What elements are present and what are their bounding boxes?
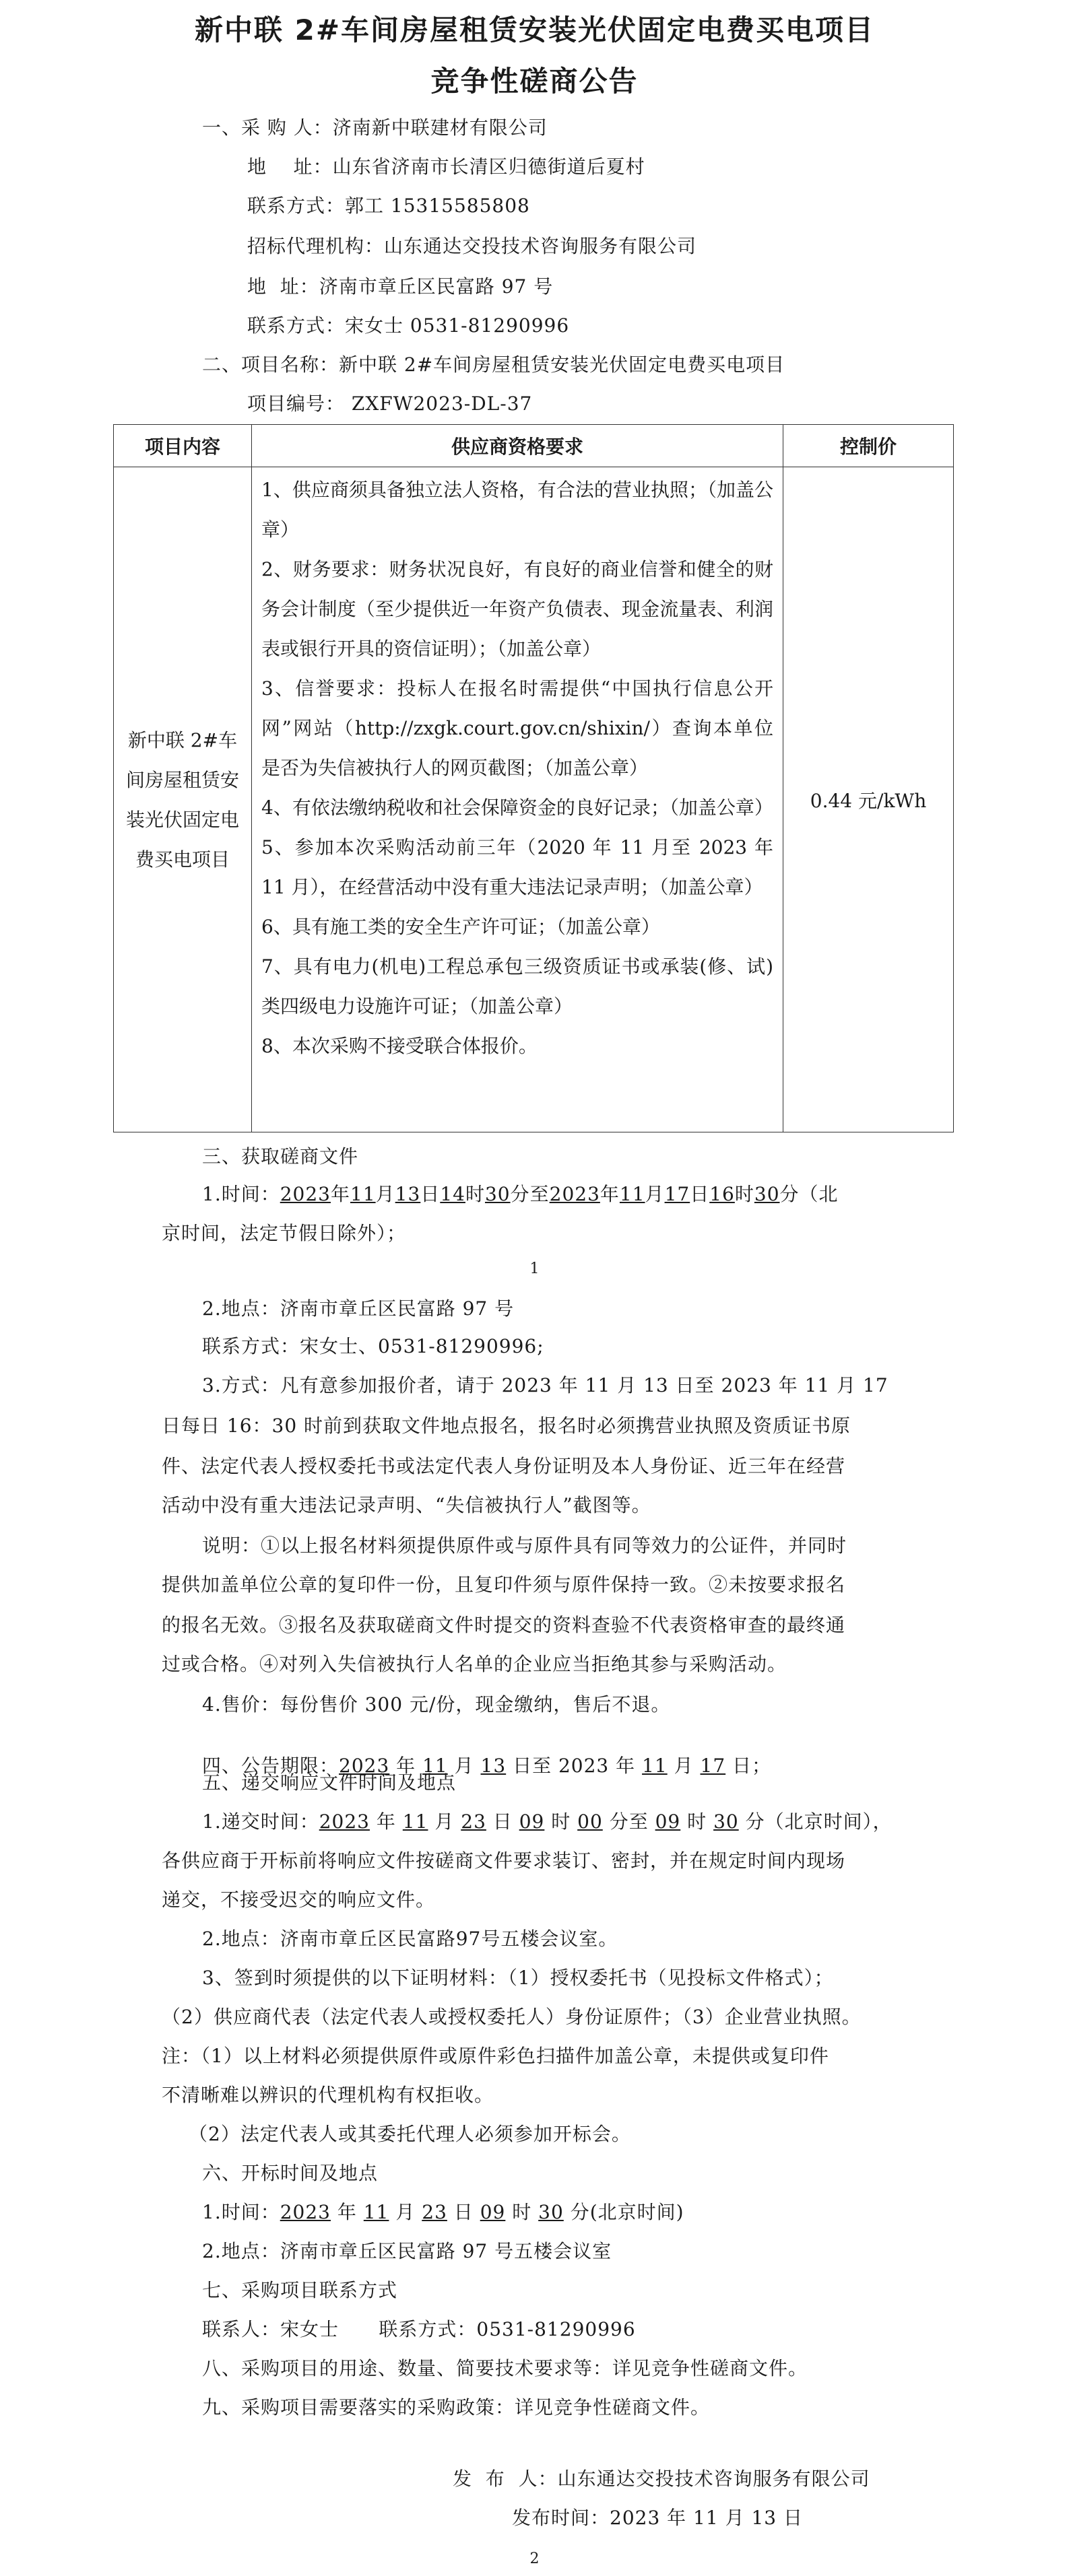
header-requirements: 供应商资格要求 bbox=[252, 425, 783, 467]
requirement-item: 1、供应商须具备独立法人资格，有合法的营业执照；（加盖公章） bbox=[261, 479, 773, 541]
requirement-item: 4、有依法缴纳税收和社会保障资金的良好记录；（加盖公章） bbox=[261, 796, 773, 819]
section5-signin: （2）供应商代表（法定代表人或授权委托人）身份证原件；（3）企业营业执照。 bbox=[162, 2006, 862, 2028]
section3-note: 提供加盖单位公章的复印件一份，且复印件须与原件保持一致。②未按要求报名 bbox=[162, 1573, 846, 1596]
cell-project-content: 新中联 2#车间房屋租赁安装光伏固定电费买电项目 bbox=[114, 467, 252, 1132]
section3-method: 3.方式：凡有意参加报价者，请于 2023 年 11 月 13 日至 2023 年 11 月 17 bbox=[202, 1374, 888, 1396]
section3-location: 2.地点：济南市章丘区民富路 97 号 bbox=[202, 1297, 515, 1320]
section5-signin: 3、签到时须提供的以下证明材料：（1）授权委托书（见投标文件格式）； bbox=[202, 1967, 834, 1989]
section3-heading: 三、获取磋商文件 bbox=[202, 1145, 359, 1167]
section5-text: 递交，不接受迟交的响应文件。 bbox=[162, 1889, 436, 1911]
cell-price: 0.44 元/kWh bbox=[783, 467, 954, 1132]
section5-location: 2.地点：济南市章丘区民富路97号五楼会议室。 bbox=[202, 1928, 618, 1950]
header-project-content: 项目内容 bbox=[114, 425, 252, 467]
project-number: 项目编号： ZXFW2023-DL-37 bbox=[247, 393, 533, 415]
purchaser-address: 地 址：山东省济南市长清区归德街道后夏村 bbox=[247, 156, 645, 178]
requirement-item: 5、参加本次采购活动前三年（2020 年 11 月至 2023 年 11 月），在经营活动中没有重大违法记录声明；（加盖公章） bbox=[261, 836, 773, 898]
purchaser-contact: 联系方式：郭工 15315585808 bbox=[247, 195, 530, 217]
project-name: 二、项目名称：新中联 2#车间房屋租赁安装光伏固定电费买电项目 bbox=[202, 353, 785, 376]
section3-time: 1.时间：2023年11月13日14时30分至2023年11月17日16时30分（北 bbox=[202, 1183, 839, 1205]
section3-method: 日每日 16：30 时前到获取文件地点报名，报名时必须携营业执照及资质证书原 bbox=[162, 1415, 851, 1437]
agency-contact: 联系方式：宋女士 0531-81290996 bbox=[247, 314, 570, 337]
section3-note: 过或合格。④对列入失信被执行人名单的企业应当拒绝其参与采购活动。 bbox=[162, 1653, 787, 1675]
section7-heading: 七、采购项目联系方式 bbox=[202, 2279, 398, 2301]
section5-text: 各供应商于开标前将响应文件按磋商文件要求装订、密封，并在规定时间内现场 bbox=[162, 1850, 846, 1872]
page-number: 2 bbox=[529, 2550, 540, 2567]
section3-note: 说明：①以上报名材料须提供原件或与原件具有同等效力的公证件，并同时 bbox=[202, 1534, 847, 1557]
page-number: 1 bbox=[529, 1260, 540, 1277]
purchaser-heading: 一、采 购 人：济南新中联建材有限公司 bbox=[202, 116, 548, 139]
section3-note: 的报名无效。③报名及获取磋商文件时提交的资料查验不代表资格审查的最终通 bbox=[162, 1614, 846, 1636]
section5-signin: 注：（1）以上材料必须提供原件或原件彩色扫描件加盖公章，未提供或复印件 bbox=[162, 2045, 829, 2067]
section3-method: 件、法定代表人授权委托书或法定代表人身份证明及本人身份证、近三年在经营 bbox=[162, 1455, 846, 1477]
page-title-line1: 新中联 2#车间房屋租赁安装光伏固定电费买电项目 bbox=[194, 13, 875, 46]
section8-text: 八、采购项目的用途、数量、简要技术要求等：详见竞争性磋商文件。 bbox=[202, 2357, 808, 2379]
section4-notice-period: 四、公告期限：2023 年 11 月 13 日至 2023 年 11 月 17 日； bbox=[202, 1755, 772, 1777]
header-price: 控制价 bbox=[783, 425, 954, 467]
requirement-item: 6、具有施工类的安全生产许可证；（加盖公章） bbox=[261, 916, 660, 938]
section3-price: 4.售价：每份售价 300 元/份，现金缴纳，售后不退。 bbox=[202, 1693, 671, 1716]
publisher: 发 布 人：山东通达交投技术咨询服务有限公司 bbox=[453, 2468, 870, 2490]
requirement-item: 3、信誉要求：投标人在报名时需提供“中国执行信息公开网”网站（http://zxgk.court.gov.cn/shixin/）查询本单位是否为失信被执行人的网页截图；（加盖公章） bbox=[261, 677, 773, 779]
table-row bbox=[114, 467, 954, 1132]
agency-name: 招标代理机构：山东通达交投技术咨询服务有限公司 bbox=[247, 235, 697, 257]
section3-method: 活动中没有重大违法记录声明、“失信被执行人”截图等。 bbox=[162, 1494, 651, 1516]
requirement-item: 8、本次采购不接受联合体报价。 bbox=[261, 1035, 538, 1057]
agency-address: 地 址：济南市章丘区民富路 97 号 bbox=[247, 275, 554, 298]
page-title-line2: 竞争性磋商公告 bbox=[430, 65, 639, 98]
section5-heading: 五、递交响应文件时间及地点 bbox=[202, 1771, 457, 1794]
publish-date: 发布时间：2023 年 11 月 13 日 bbox=[512, 2507, 804, 2529]
requirement-item: 7、具有电力(机电)工程总承包三级资质证书或承装(修、试)类四级电力设施许可证；（加盖公章） bbox=[261, 955, 773, 1017]
cell-requirements bbox=[252, 467, 783, 1132]
section5-signin: 不清晰难以辨识的代理机构有权拒收。 bbox=[162, 2084, 494, 2106]
table-header-row bbox=[114, 425, 954, 467]
section6-heading: 六、开标时间及地点 bbox=[202, 2162, 379, 2184]
requirement-item: 2、财务要求：财务状况良好，有良好的商业信誉和健全的财务会计制度（至少提供近一年资产负债表、现金流量表、利润表或银行开具的资信证明）；（加盖公章） bbox=[261, 558, 773, 660]
section5-signin: （2）法定代表人或其委托代理人必须参加开标会。 bbox=[189, 2123, 631, 2145]
section9-text: 九、采购项目需要落实的采购政策：详见竞争性磋商文件。 bbox=[202, 2396, 711, 2418]
section7-contact: 联系人：宋女士 联系方式：0531-81290996 bbox=[202, 2318, 636, 2340]
section6-time: 1.时间：2023 年 11 月 23 日 09 时 30 分(北京时间) bbox=[202, 2201, 684, 2223]
section3-contact: 联系方式：宋女士、0531-81290996; bbox=[202, 1335, 544, 1357]
section3-time-line2: 京时间，法定节假日除外）； bbox=[162, 1222, 407, 1244]
section6-location: 2.地点：济南市章丘区民富路 97 号五楼会议室 bbox=[202, 2240, 612, 2262]
qualification-table bbox=[113, 424, 954, 1132]
section5-submit-time: 1.递交时间：2023 年 11 月 23 日 09 时 00 分至 09 时 30 分（北京时间）， bbox=[202, 1810, 893, 1833]
